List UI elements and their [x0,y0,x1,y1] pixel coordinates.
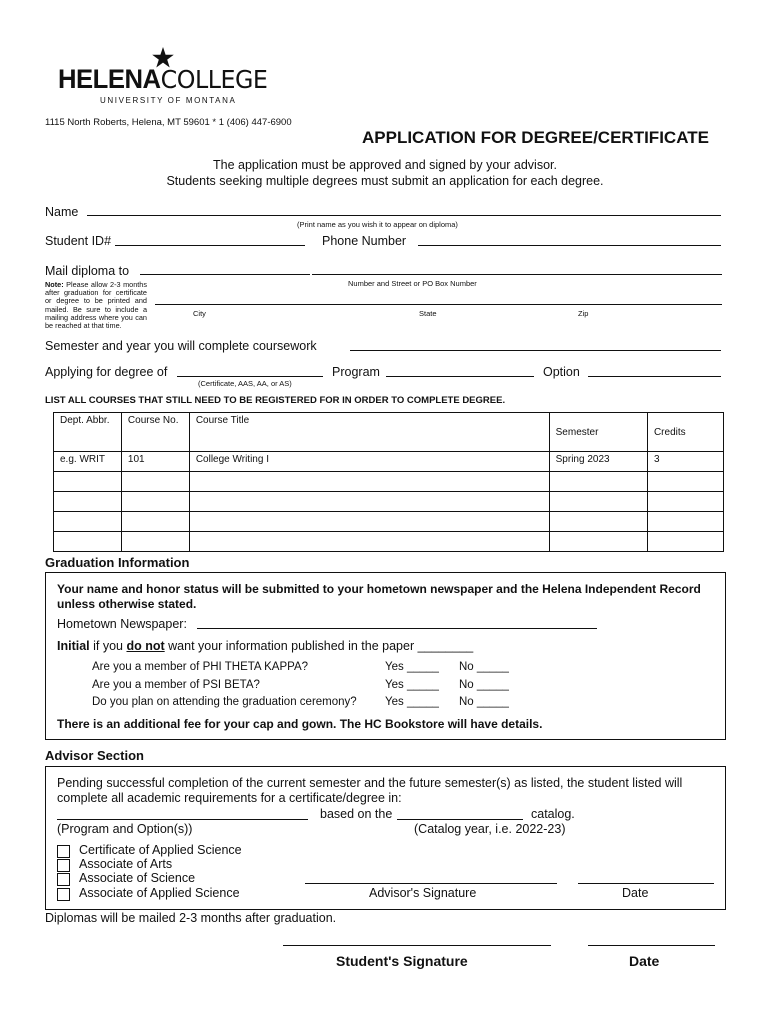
advisor-text: Pending successful completion of the current semester and the future semester(s) as listed, the student listed will complete all academic requirements for a certificate/degree in: [57,776,683,805]
courses-heading: LIST ALL COURSES THAT STILL NEED TO BE REGISTERED FOR IN ORDER TO COMPLETE DEGREE. [45,395,506,406]
question-phi-theta-kappa: Are you a member of PHI THETA KAPPA? [92,661,309,673]
course-cell[interactable] [54,492,122,512]
course-cell[interactable] [54,472,122,492]
logo-subtitle: UNIVERSITY OF MONTANA [100,96,237,105]
initial-text-2: want your information published in the paper ________ [164,639,474,653]
yes-phi-theta-kappa[interactable]: Yes _____ [385,661,439,673]
no-ceremony[interactable]: No _____ [459,696,509,708]
city-state-zip-field[interactable] [155,304,722,305]
student-date-field[interactable] [588,945,715,946]
initial-word: Initial [57,639,90,653]
name-hint: (Print name as you wish it to appear on diploma) [297,220,458,229]
degree-label: Applying for degree of [45,365,168,379]
name-label: Name [45,205,79,219]
form-title: APPLICATION FOR DEGREE/CERTIFICATE [362,128,709,147]
logo-college: COLLEGE [160,65,268,94]
logo-helena: HELENA [58,64,161,94]
course-cell[interactable] [549,532,647,552]
course-cell[interactable] [647,472,723,492]
example-dept: e.g. WRIT [54,452,122,472]
course-cell[interactable] [121,492,189,512]
mailing-note [45,281,147,330]
street-field-b[interactable] [312,274,722,275]
catalog-year-hint: (Catalog year, i.e. 2022-23) [414,822,566,836]
question-ceremony: Do you plan on attending the graduation ceremony? [92,696,357,708]
program-option-hint: (Program and Option(s)) [57,822,193,836]
student-signature-field[interactable] [283,945,551,946]
option-label: Option [543,365,580,379]
course-cell[interactable] [189,492,549,512]
initial-do-not: do not [126,639,165,653]
table-row[interactable] [54,492,724,512]
example-title: College Writing I [189,452,549,472]
course-cell[interactable] [121,532,189,552]
graduation-title: Graduation Information [45,555,190,570]
checkbox-cas[interactable] [57,845,70,858]
checkbox-as[interactable] [57,873,70,886]
table-row[interactable] [54,532,724,552]
header-credits: Credits [647,413,723,452]
hometown-label: Hometown Newspaper: [57,617,187,631]
header-semester: Semester [549,413,647,452]
state-hint: State [419,309,437,318]
course-cell[interactable] [189,472,549,492]
degree-hint: (Certificate, AAS, AA, or AS) [198,379,292,388]
advisor-date-field[interactable] [578,883,714,884]
phone-label: Phone Number [322,234,407,248]
mail-diploma-label: Mail diploma to [45,264,130,278]
option-cas-label: Certificate of Applied Science [79,843,242,857]
degree-field[interactable] [177,376,323,377]
semester-label: Semester and year you will complete coursework [45,339,317,353]
table-row [54,452,724,472]
header-title: Course Title [189,413,549,452]
header-dept: Dept. Abbr. [54,413,122,452]
catalog-label: catalog. [531,807,575,821]
student-signature-label: Student's Signature [336,953,468,969]
checkbox-aa[interactable] [57,859,70,872]
course-cell[interactable] [549,492,647,512]
option-aa-label: Associate of Arts [79,857,173,871]
example-course-no: 101 [121,452,189,472]
based-on-label: based on the [320,807,393,821]
zip-hint: Zip [578,309,589,318]
table-row[interactable] [54,512,724,532]
yes-ceremony[interactable]: Yes _____ [385,696,439,708]
example-credits: 3 [647,452,723,472]
course-cell[interactable] [647,492,723,512]
advisor-date-label: Date [622,886,649,900]
table-row[interactable] [54,472,724,492]
example-semester: Spring 2023 [549,452,647,472]
initial-line [57,639,473,653]
street-field-a[interactable] [140,274,310,275]
question-psi-beta: Are you a member of PSI BETA? [92,679,260,691]
option-field[interactable] [588,376,721,377]
phone-field[interactable] [418,245,721,246]
initial-text-1: if you [89,639,127,653]
program-label: Program [332,365,380,379]
hometown-field[interactable] [197,628,597,629]
address: 1115 North Roberts, Helena, MT 59601 * 1 (406) 447-6900 [45,117,292,128]
courses-table [53,412,724,552]
cap-gown-note: There is an additional fee for your cap and gown. The HC Bookstore will have details. [57,717,543,731]
course-cell[interactable] [549,472,647,492]
course-cell[interactable] [647,512,723,532]
student-id-field[interactable] [115,245,305,246]
header-course-no: Course No. [121,413,189,452]
catalog-year-field[interactable] [397,819,523,820]
course-cell[interactable] [54,512,122,532]
course-cell[interactable] [549,512,647,532]
program-option-field[interactable] [57,819,308,820]
option-as-label: Associate of Science [79,871,196,885]
semester-field[interactable] [350,350,721,351]
student-date-label: Date [629,953,660,969]
course-cell[interactable] [647,532,723,552]
note-text: Please allow 2-3 months after graduation for certificate or degree to be printed and mailed. Be sure to include a mailing address where you can be reached at that time. [45,280,147,331]
advisor-signature-field[interactable] [305,883,557,884]
checkbox-aas[interactable] [57,888,70,901]
name-field[interactable] [87,215,721,216]
option-aas-label: Associate of Applied Science [79,886,240,900]
advisor-title: Advisor Section [45,748,144,763]
newspaper-notice: Your name and honor status will be submitted to your hometown newspaper and the Helena Independent Record unless otherwise stated. [57,582,701,611]
yes-psi-beta[interactable]: Yes _____ [385,679,439,691]
advisor-signature-label: Advisor's Signature [369,886,477,900]
street-hint: Number and Street or PO Box Number [348,279,477,288]
course-cell[interactable] [189,532,549,552]
student-id-label: Student ID# [45,234,112,248]
intro-line-1: The application must be approved and signed by your advisor. [213,158,557,172]
course-cell[interactable] [54,532,122,552]
no-psi-beta[interactable]: No _____ [459,679,509,691]
course-cell[interactable] [121,472,189,492]
course-cell[interactable] [121,512,189,532]
city-hint: City [193,309,206,318]
no-phi-theta-kappa[interactable]: No _____ [459,661,509,673]
program-field[interactable] [386,376,534,377]
college-logo [58,64,267,95]
intro-line-2: Students seeking multiple degrees must submit an application for each degree. [166,174,604,188]
diploma-mail-note: Diplomas will be mailed 2-3 months after graduation. [45,911,337,925]
note-label: Note: [45,280,64,289]
course-cell[interactable] [189,512,549,532]
